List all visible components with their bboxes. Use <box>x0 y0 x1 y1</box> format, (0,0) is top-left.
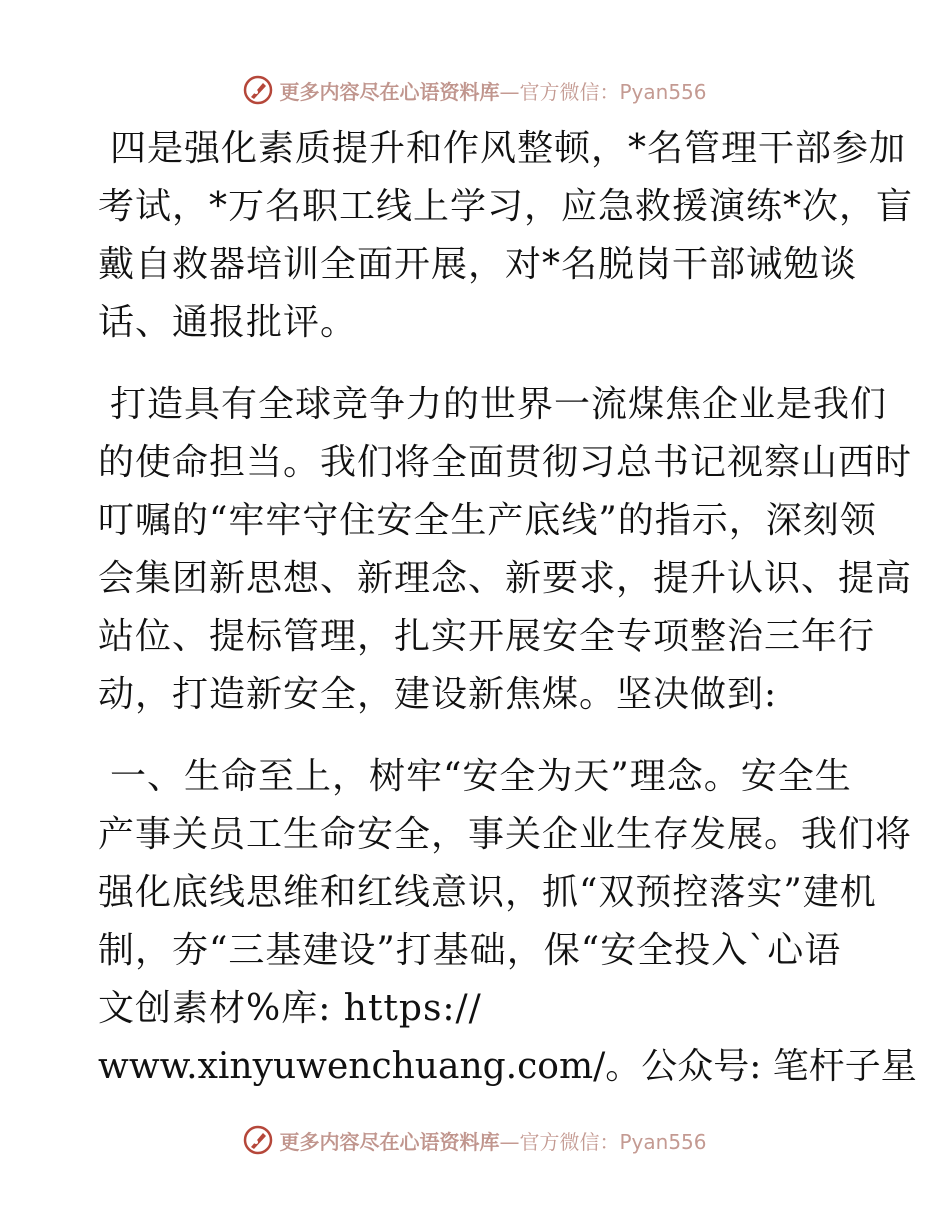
text-line: 考试，*万名职工线上学习，应急救援演练*次，盲 <box>98 186 914 227</box>
paragraph-quality-improvement <box>98 120 914 352</box>
text-line: 文创素材%库: https:// <box>98 988 482 1029</box>
pen-nib-circle-icon <box>243 1125 273 1155</box>
text-line: 产事关员工生命安全，事关企业生存发展。我们将 <box>98 814 913 855</box>
text-line: 会集团新思想、新理念、新要求，提升认识、提高 <box>98 558 913 599</box>
text-line: 站位、提标管理，扎实开展安全专项整治三年行 <box>98 616 876 657</box>
paragraph-mission <box>98 376 913 724</box>
header-watermark <box>0 70 950 110</box>
watermark-text: 更多内容尽在心语资料库—官方微信：Pyan556 <box>279 79 707 104</box>
text-line: 打造具有全球竞争力的世界一流煤焦企业是我们 <box>110 384 888 425</box>
paragraph-life-first <box>98 748 917 1096</box>
pen-nib-circle-icon <box>243 75 273 105</box>
document-body <box>98 120 917 1120</box>
text-line: 四是强化素质提升和作风整顿，*名管理干部参加 <box>110 128 907 169</box>
text-line: 戴自救器培训全面开展，对*名脱岗干部诫勉谈 <box>98 244 858 285</box>
text-line: 强化底线思维和红线意识，抓“双预控落实”建机 <box>98 872 877 913</box>
text-line: www.xinyuwenchuang.com/。公众号: 笔杆子星 <box>98 1046 917 1087</box>
text-line: 叮嘱的“牢牢守住安全生产底线”的指示，深刻领 <box>98 500 877 541</box>
text-line: 制，夯“三基建设”打基础，保“安全投入`心语 <box>98 930 842 971</box>
text-line: 一、生命至上，树牢“安全为天”理念。安全生 <box>110 756 852 797</box>
text-line: 话、通报批评。 <box>98 302 358 343</box>
text-line: 动，打造新安全，建设新焦煤。坚决做到: <box>98 674 778 715</box>
footer-watermark <box>0 1120 950 1160</box>
text-line: 的使命担当。我们将全面贯彻习总书记视察山西时 <box>98 442 913 483</box>
watermark-text: 更多内容尽在心语资料库—官方微信：Pyan556 <box>279 1129 707 1154</box>
